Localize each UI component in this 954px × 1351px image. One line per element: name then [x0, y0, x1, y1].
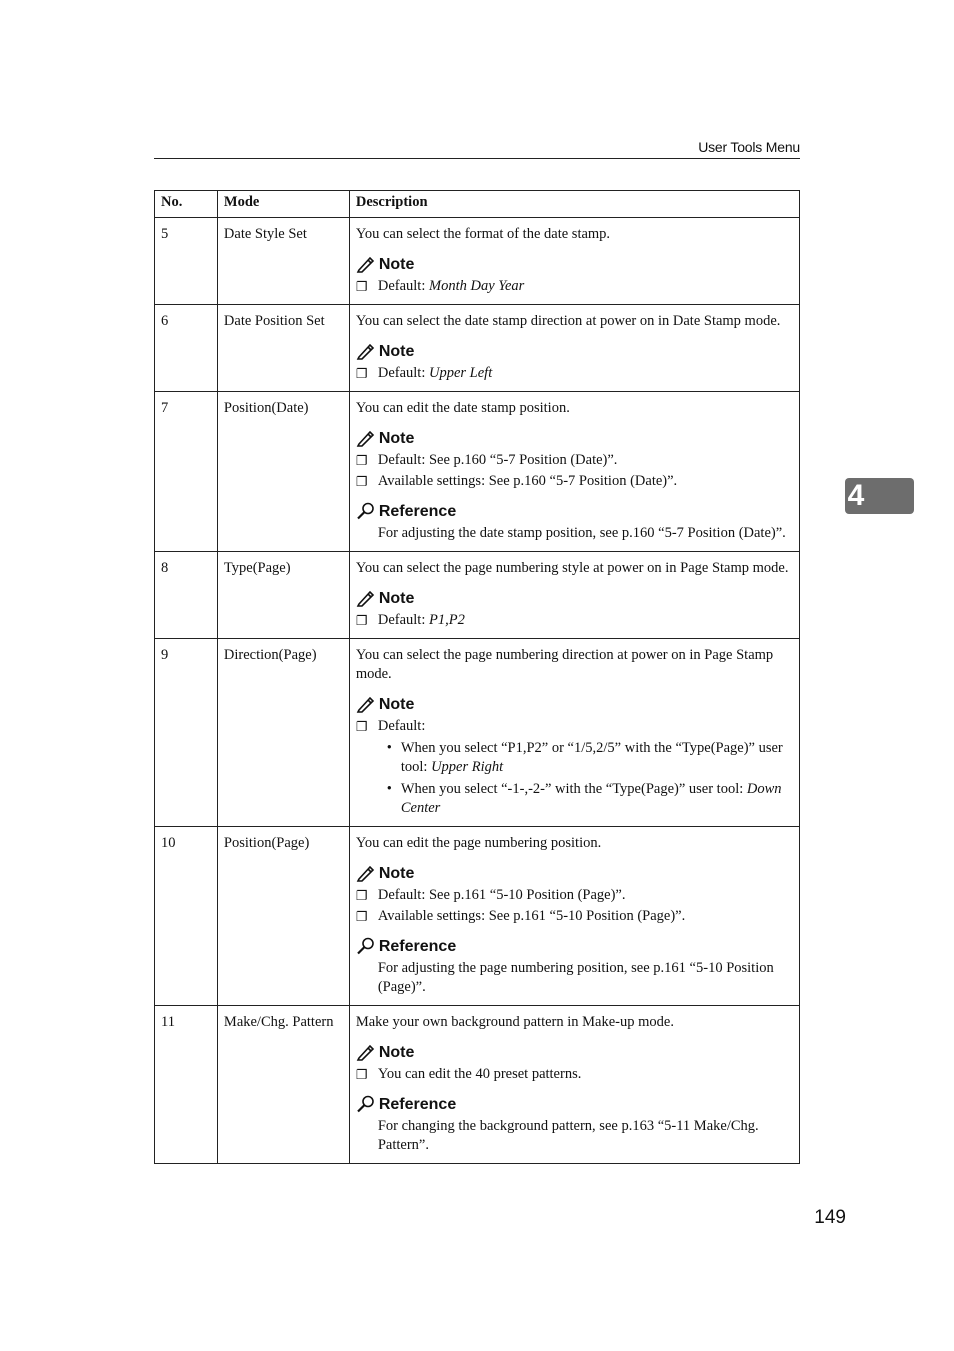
row-description: [349, 827, 799, 1006]
description-text: You can edit the date stamp position.: [355, 400, 570, 416]
row-description: [349, 218, 799, 305]
table-row: [155, 552, 800, 639]
row-description: [349, 392, 799, 552]
note-item: ❐ Available settings: See p.161 “5-10 Position (Page)”.: [355, 908, 686, 924]
note-item: ❐ Available settings: See p.160 “5-7 Position (Date)”.: [355, 473, 678, 489]
row-mode: Direction(Page): [217, 639, 349, 827]
description-text: You can select the page numbering direction at power on in Page Stamp mode.: [355, 647, 774, 682]
list-item: • When you select “P1,P2” or “1/5,2/5” with the “Type(Page)” user tool: Upper Right: [386, 740, 783, 775]
row-mode: Date Position Set: [217, 305, 349, 392]
checkbox-bullet: ❐: [355, 474, 368, 489]
note-heading: Note: [356, 253, 793, 275]
pencil-icon: [356, 864, 376, 882]
pencil-icon: [356, 342, 376, 360]
description-text: Make your own background pattern in Make-up mode.: [355, 1014, 674, 1030]
reference-heading: Reference: [356, 500, 793, 522]
row-no: 6: [155, 305, 218, 392]
row-description: [349, 305, 799, 392]
checkbox-bullet: ❐: [355, 909, 368, 924]
chapter-tab: [845, 478, 914, 514]
reference-heading: Reference: [356, 935, 793, 957]
row-no: 8: [155, 552, 218, 639]
row-mode: Date Style Set: [217, 218, 349, 305]
magnifier-icon: [356, 937, 376, 955]
table-row: [155, 1006, 800, 1164]
reference-text: For changing the background pattern, see p.163 “5-11 Make/Chg. Pattern”.: [377, 1118, 759, 1153]
pencil-icon: [356, 255, 376, 273]
checkbox-bullet: ❐: [355, 719, 368, 734]
note-heading: Note: [356, 587, 793, 609]
checkbox-bullet: ❐: [355, 1067, 368, 1082]
reference-text: For adjusting the date stamp position, see p.160 “5-7 Position (Date)”.: [377, 525, 786, 541]
note-item: ❐ Default: P1,P2: [355, 612, 465, 628]
row-description: [349, 552, 799, 639]
row-mode: Position(Page): [217, 827, 349, 1006]
note-item: ❐ Default: Upper Left: [355, 365, 493, 381]
note-item: ❐ Default: Month Day Year: [355, 278, 525, 294]
description-text: You can select the format of the date stamp.: [355, 226, 611, 242]
reference-heading: Reference: [356, 1093, 793, 1115]
pencil-icon: [356, 589, 376, 607]
description-text: You can edit the page numbering position.: [355, 835, 602, 851]
header-mode: Mode: [217, 191, 349, 218]
magnifier-icon: [356, 1095, 376, 1113]
reference-text: For adjusting the page numbering position, see p.161 “5-10 Position (Page)”.: [377, 960, 774, 995]
note-heading: Note: [356, 427, 793, 449]
note-item: ❐ Default:: [355, 718, 426, 734]
header-no: No.: [155, 191, 218, 218]
table-row: [155, 392, 800, 552]
checkbox-bullet: ❐: [355, 279, 368, 294]
row-no: 10: [155, 827, 218, 1006]
note-item: ❐ Default: See p.161 “5-10 Position (Page)”.: [355, 887, 626, 903]
checkbox-bullet: ❐: [355, 366, 368, 381]
bullet-list: [378, 739, 793, 818]
checkbox-bullet: ❐: [355, 888, 368, 903]
row-no: 7: [155, 392, 218, 552]
row-no: 5: [155, 218, 218, 305]
description-text: You can select the date stamp direction at power on in Date Stamp mode.: [355, 313, 781, 329]
row-no: 9: [155, 639, 218, 827]
note-heading: Note: [356, 340, 793, 362]
row-mode: Type(Page): [217, 552, 349, 639]
table-row: [155, 305, 800, 392]
row-description: [349, 639, 799, 827]
running-header: User Tools Menu: [698, 139, 800, 155]
table-header-row: [155, 191, 800, 218]
table-row: [155, 639, 800, 827]
table-row: [155, 827, 800, 1006]
list-item: • When you select “-1-,-2-” with the “Type(Page)” user tool: Down Center: [386, 781, 782, 816]
table-row: [155, 218, 800, 305]
row-mode: Position(Date): [217, 392, 349, 552]
note-heading: Note: [356, 1041, 793, 1063]
note-heading: Note: [356, 862, 793, 884]
checkbox-bullet: ❐: [355, 613, 368, 628]
note-item: ❐ Default: See p.160 “5-7 Position (Date)”.: [355, 452, 618, 468]
checkbox-bullet: ❐: [355, 453, 368, 468]
magnifier-icon: [356, 502, 376, 520]
row-mode: Make/Chg. Pattern: [217, 1006, 349, 1164]
note-heading: Note: [356, 693, 793, 715]
page-number: 149: [814, 1207, 846, 1228]
pencil-icon: [356, 695, 376, 713]
settings-table: [154, 190, 800, 1164]
pencil-icon: [356, 429, 376, 447]
description-text: You can select the page numbering style at power on in Page Stamp mode.: [355, 560, 789, 576]
pencil-icon: [356, 1043, 376, 1061]
row-description: [349, 1006, 799, 1164]
header-rule: [154, 158, 800, 159]
chapter-number: 4: [847, 479, 865, 512]
header-description: Description: [349, 191, 799, 218]
row-no: 11: [155, 1006, 218, 1164]
note-item: ❐ You can edit the 40 preset patterns.: [355, 1066, 582, 1082]
